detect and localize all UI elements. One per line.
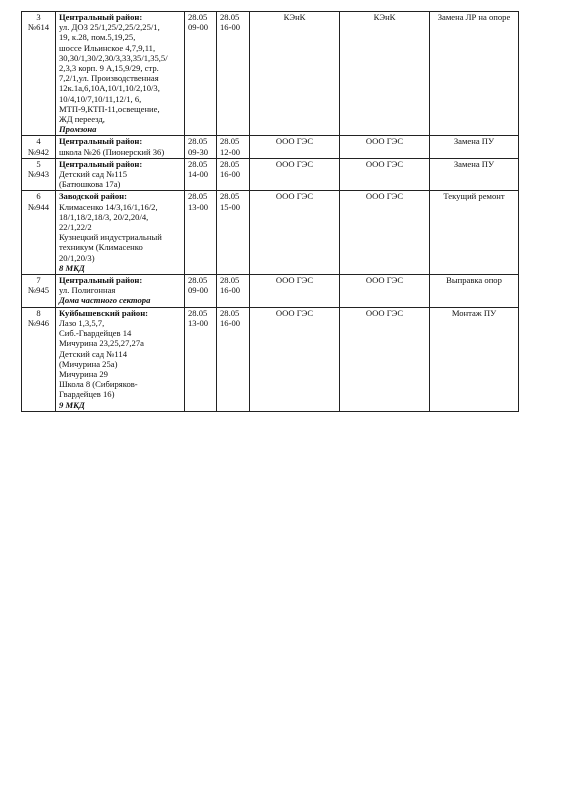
address-footer: 8 МКД	[59, 262, 85, 273]
executor-cell: ООО ГЭС	[340, 191, 430, 275]
end-datetime-cell	[217, 136, 250, 158]
address-line: Детский сад №115	[59, 169, 128, 180]
end-time: 16-00	[220, 285, 241, 296]
start-datetime-cell	[185, 12, 217, 136]
address-line: ул. Полигонная	[59, 285, 116, 296]
row-number-cell	[22, 307, 56, 411]
district-name: Центральный район:	[59, 136, 143, 147]
address-line: 18/1,18/2,18/3, 20/2,20/4,	[59, 211, 149, 222]
address-line: шоссе Ильинское 4,7,9,11,	[59, 42, 156, 53]
executor-cell: КЭнК	[340, 12, 430, 136]
table-row	[22, 136, 519, 158]
address-line: Гвардейцев 16)	[59, 389, 115, 400]
address-line: Мичурина 23,25,27,27а	[59, 338, 144, 349]
executor-cell: ООО ГЭС	[340, 275, 430, 308]
end-datetime-cell	[217, 158, 250, 191]
work-type-cell: Замена ПУ	[430, 158, 519, 191]
address-line: Кузнецкий индустриальный	[59, 232, 162, 243]
start-datetime-cell	[185, 158, 217, 191]
table-row	[22, 158, 519, 191]
start-datetime-cell	[185, 191, 217, 275]
start-date: 28.05	[188, 307, 208, 318]
address-cell	[56, 307, 185, 411]
executor-cell: ООО ГЭС	[340, 136, 430, 158]
end-time: 16-00	[220, 169, 241, 180]
organization-cell: ООО ГЭС	[250, 191, 340, 275]
address-line: 19, к.28, пом.5,19,25,	[59, 32, 136, 43]
address-line: 22/1,22/2	[59, 222, 92, 233]
end-time: 16-00	[220, 22, 241, 33]
end-datetime-cell	[217, 275, 250, 308]
work-type-cell: Монтаж ПУ	[430, 307, 519, 411]
organization-cell: ООО ГЭС	[250, 307, 340, 411]
end-time: 12-00	[220, 146, 241, 157]
address-line: ЖД переезд,	[59, 114, 105, 125]
row-number-cell	[22, 191, 56, 275]
address-line: 12к.1а,6,10А,10/1,10/2,10/3,	[59, 83, 160, 94]
district-name: Центральный район:	[59, 158, 143, 169]
address-line: Климасенко 14/3,16/1,16/2,	[59, 201, 158, 212]
end-date: 28.05	[220, 307, 240, 318]
end-date: 28.05	[220, 191, 240, 202]
row-index: 7	[36, 275, 41, 286]
address-line: МТП-9,КТП-11,освещение,	[59, 103, 160, 114]
end-datetime-cell	[217, 307, 250, 411]
start-date: 28.05	[188, 136, 208, 147]
address-cell	[56, 158, 185, 191]
executor-cell: ООО ГЭС	[340, 158, 430, 191]
executor-cell: ООО ГЭС	[340, 307, 430, 411]
start-datetime-cell	[185, 275, 217, 308]
row-number-cell	[22, 136, 56, 158]
row-number-cell	[22, 275, 56, 308]
request-number: №943	[27, 169, 50, 180]
row-index: 4	[36, 136, 41, 147]
start-date: 28.05	[188, 191, 208, 202]
start-time: 13-00	[188, 201, 209, 212]
outage-schedule-table	[21, 11, 519, 412]
work-type-cell: Замена ЛР на опоре	[430, 12, 519, 136]
table-row	[22, 275, 519, 308]
start-datetime-cell	[185, 136, 217, 158]
address-line: Школа 8 (Сибиряков-	[59, 379, 138, 390]
address-footer: Промзона	[59, 124, 97, 135]
end-date: 28.05	[220, 12, 240, 22]
address-line: 20/1,20/3)	[59, 252, 95, 263]
address-line: школа №26 (Пионерский 36)	[59, 146, 165, 157]
address-cell	[56, 12, 185, 136]
request-number: №945	[27, 285, 50, 296]
district-name: Куйбышевский район:	[59, 307, 149, 318]
organization-cell: КЭнК	[250, 12, 340, 136]
address-line: (Батюшкова 17а)	[59, 179, 121, 190]
address-line: 2,3,3 корп. 9 А,15,9/29, стр.	[59, 63, 159, 74]
address-line: Мичурина 29	[59, 368, 108, 379]
table-body	[22, 12, 519, 412]
table-row	[22, 12, 519, 136]
address-cell	[56, 191, 185, 275]
row-index: 8	[36, 307, 41, 318]
request-number: №942	[27, 146, 50, 157]
start-time: 09-30	[188, 146, 209, 157]
address-line: ул. ДОЗ 25/1,25/2,25/2,25/1,	[59, 22, 160, 33]
row-number-cell	[22, 12, 56, 136]
request-number: №946	[27, 317, 50, 328]
start-time: 09-00	[188, 285, 209, 296]
end-time: 15-00	[220, 201, 241, 212]
row-index: 5	[36, 158, 41, 169]
district-name: Заводской район:	[59, 191, 127, 202]
row-index: 6	[36, 191, 41, 202]
end-datetime-cell	[217, 191, 250, 275]
address-line: 30,30/1,30/2,30/3,33,35/1,35,5/	[59, 52, 168, 63]
start-date: 28.05	[188, 275, 208, 286]
row-number-cell	[22, 158, 56, 191]
address-line: 10/4,10/7,10/11,12/1, 6,	[59, 93, 142, 104]
district-name: Центральный район:	[59, 275, 143, 286]
address-line: техникум (Климасенко	[59, 242, 143, 253]
address-line: 7,2/1,ул. Производственная	[59, 73, 159, 84]
address-footer: Дома частного сектора	[59, 295, 151, 306]
table-row	[22, 191, 519, 275]
district-name: Центральный район:	[59, 12, 143, 22]
row-index: 3	[36, 12, 41, 22]
address-line: (Мичурина 25а)	[59, 358, 118, 369]
work-type-cell: Текущий ремонт	[430, 191, 519, 275]
request-number: №944	[27, 201, 50, 212]
address-line: Детский сад №114	[59, 348, 128, 359]
start-date: 28.05	[188, 12, 208, 22]
address-line: Сиб.-Гвардейцев 14	[59, 328, 132, 339]
organization-cell: ООО ГЭС	[250, 275, 340, 308]
organization-cell: ООО ГЭС	[250, 136, 340, 158]
table-row	[22, 307, 519, 411]
start-time: 14-00	[188, 169, 209, 180]
end-date: 28.05	[220, 158, 240, 169]
request-number: №614	[27, 22, 50, 33]
address-footer: 9 МКД	[59, 399, 85, 410]
end-time: 16-00	[220, 317, 241, 328]
end-datetime-cell	[217, 12, 250, 136]
end-date: 28.05	[220, 136, 240, 147]
address-cell	[56, 275, 185, 308]
work-type-cell: Выправка опор	[430, 275, 519, 308]
start-date: 28.05	[188, 158, 208, 169]
start-datetime-cell	[185, 307, 217, 411]
start-time: 09-00	[188, 22, 209, 33]
work-type-cell: Замена ПУ	[430, 136, 519, 158]
organization-cell: ООО ГЭС	[250, 158, 340, 191]
address-line: Лазо 1,3,5,7,	[59, 317, 105, 328]
address-cell	[56, 136, 185, 158]
end-date: 28.05	[220, 275, 240, 286]
start-time: 13-00	[188, 317, 209, 328]
